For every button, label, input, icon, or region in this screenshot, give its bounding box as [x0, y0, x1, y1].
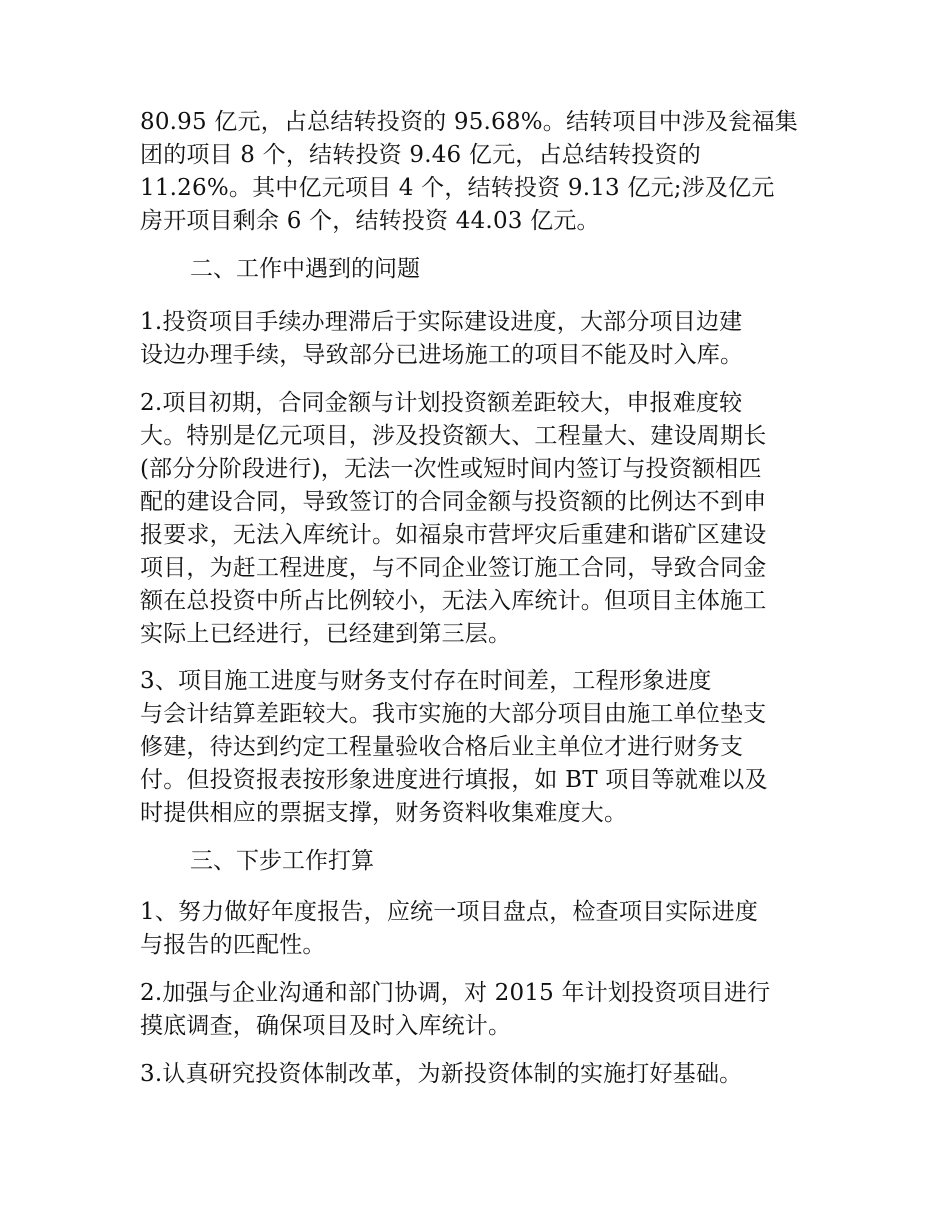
paragraph-problem-3 [140, 665, 820, 830]
text-line: 11.26%。其中亿元项目 4 个，结转投资 9.13 亿元;涉及亿元 [140, 175, 775, 201]
text-line: 与报告的匹配性。 [140, 932, 326, 958]
paragraph-plan-1 [140, 896, 820, 962]
text-line: 项目，为赶工程进度，与不同企业签订施工合同，导致合同金 [140, 555, 767, 581]
text-line: 1、努力做好年度报告，应统一项目盘点，检查项目实际进度 [140, 899, 759, 925]
text-line: 团的项目 8 个，结转投资 9.46 亿元，占总结转投资的 [140, 142, 701, 168]
text-line: 实际上已经进行，已经建到第三层。 [140, 621, 512, 647]
text-line: 摸底调查，确保项目及时入库统计。 [140, 1013, 512, 1039]
text-line: 与会计结算差距较大。我市实施的大部分项目由施工单位垫支 [140, 701, 767, 727]
text-line: 大。特别是亿元项目，涉及投资额大、工程量大、建设周期长 [140, 423, 767, 449]
text-line: 3.认真研究投资体制改革，为新投资体制的实施打好基础。 [140, 1061, 743, 1087]
text-line: 2.项目初期，合同金额与计划投资额差距较大，申报难度较 [140, 390, 743, 416]
text-line: 报要求，无法入库统计。如福泉市营坪灾后重建和谐矿区建设 [140, 522, 767, 548]
text-line: 配的建设合同，导致签订的合同金额与投资额的比例达不到申 [140, 489, 767, 515]
text-line: 1.投资项目手续办理滞后于实际建设进度，大部分项目边建 [140, 309, 743, 335]
paragraph-plan-2 [140, 977, 820, 1043]
section-heading-next-steps: 三、下步工作打算 [190, 848, 374, 874]
text-line: 额在总投资中所占比例较小，无法入库统计。但项目主体施工 [140, 588, 767, 614]
text-line: 修建，待达到约定工程量验收合格后业主单位才进行财务支 [140, 734, 744, 760]
text-line: 3、项目施工进度与财务支付存在时间差，工程形象进度 [140, 668, 712, 694]
text-line: 2.加强与企业沟通和部门协调，对 2015 年计划投资项目进行 [140, 980, 771, 1006]
paragraph-problem-1 [140, 306, 820, 372]
text-line: (部分分阶段进行)，无法一次性或短时间内签订与投资额相匹 [140, 456, 762, 482]
text-line: 房开项目剩余 6 个，结转投资 44.03 亿元。 [140, 208, 600, 234]
paragraph-problem-2 [140, 387, 820, 651]
paragraph-carryover-investment [140, 106, 820, 238]
paragraph-plan-3 [140, 1058, 820, 1091]
text-line: 设边办理手续，导致部分已进场施工的项目不能及时入库。 [140, 342, 744, 368]
text-line: 时提供相应的票据支撑，财务资料收集难度大。 [140, 800, 628, 826]
section-heading-problems: 二、工作中遇到的问题 [190, 256, 420, 282]
text-line: 80.95 亿元，占总结转投资的 95.68%。结转项目中涉及瓮福集 [140, 109, 798, 135]
text-line: 付。但投资报表按形象进度进行填报，如 BT 项目等就难以及 [140, 767, 768, 793]
